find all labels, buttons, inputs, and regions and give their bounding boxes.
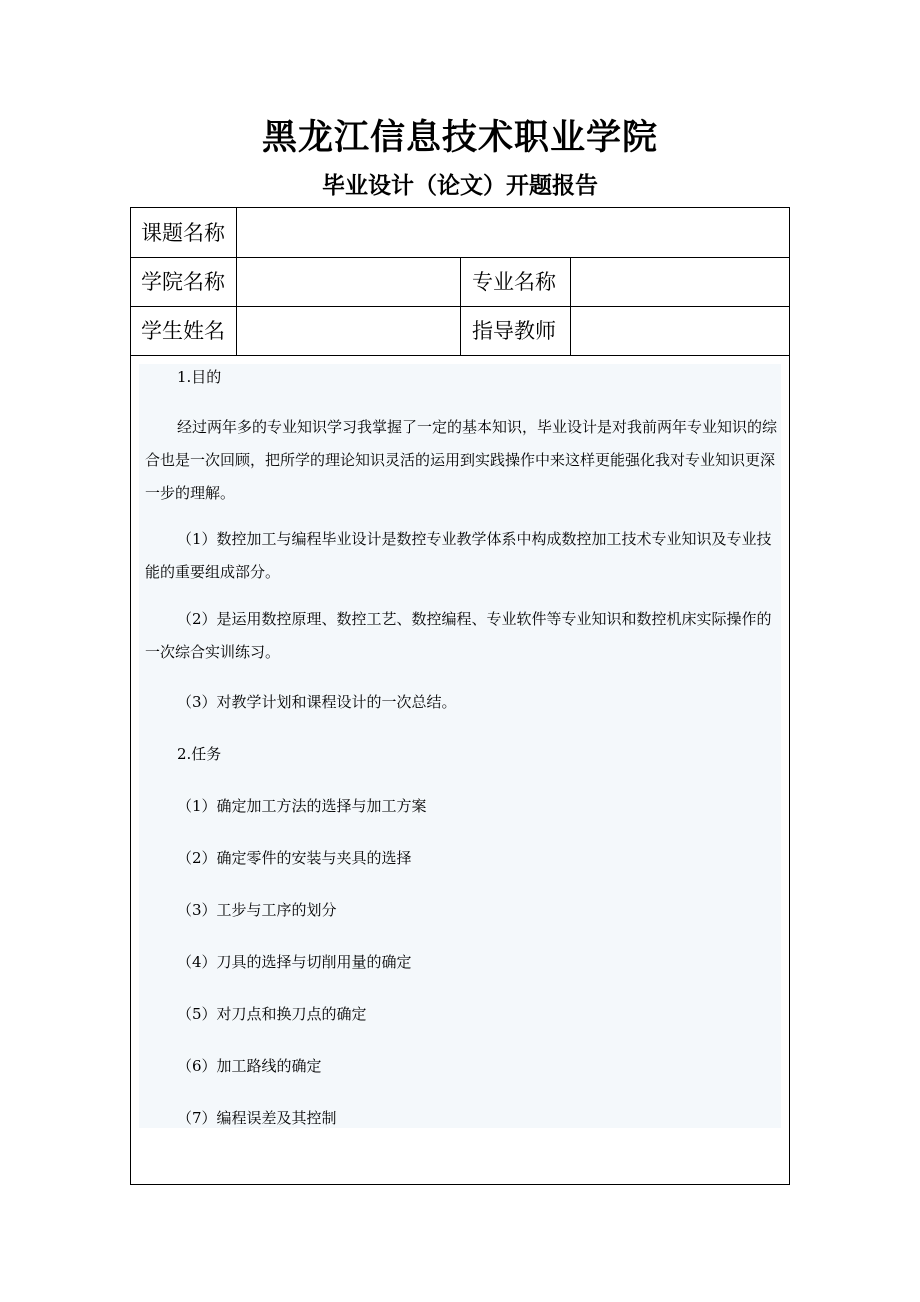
college-field[interactable] (247, 258, 452, 306)
row-divider (131, 355, 789, 356)
list-item: （7）编程误差及其控制 (177, 1109, 337, 1127)
list-item: （6）加工路线的确定 (177, 1057, 322, 1075)
list-item: （2）确定零件的安装与夹具的选择 (177, 849, 412, 867)
list-item: （5）对刀点和换刀点的确定 (177, 1005, 367, 1023)
paragraph: （3）对教学计划和课程设计的一次总结。 (177, 693, 457, 711)
major-label: 专业名称 (472, 270, 556, 294)
institution-title: 黑龙江信息技术职业学院 (261, 117, 658, 158)
section-heading: 1.目的 (177, 368, 222, 386)
topic-field[interactable] (247, 209, 777, 257)
advisor-field[interactable] (581, 307, 781, 355)
topic-label: 课题名称 (141, 221, 225, 245)
column-divider (236, 208, 237, 355)
proposal-form (130, 207, 790, 1185)
student-field[interactable] (247, 307, 452, 355)
student-label: 学生姓名 (141, 319, 225, 343)
major-field[interactable] (581, 258, 781, 306)
advisor-label: 指导教师 (472, 319, 556, 343)
paragraph: （2）是运用数控原理、数控工艺、数控编程、专业软件等专业知识和数控机床实际操作的一次综合实训练习。 (145, 610, 772, 661)
paragraph: （1）数控加工与编程毕业设计是数控专业教学体系中构成数控加工技术专业知识及专业技能的重要组成部分。 (145, 530, 772, 581)
column-divider (460, 257, 461, 355)
section-heading: 2.任务 (177, 745, 222, 763)
report-title: 毕业设计（论文）开题报告 (322, 173, 598, 199)
list-item: （3）工步与工序的划分 (177, 901, 337, 919)
list-item: （4）刀具的选择与切削用量的确定 (177, 953, 412, 971)
college-label: 学院名称 (141, 270, 225, 294)
column-divider (570, 257, 571, 355)
list-item: （1）确定加工方法的选择与加工方案 (177, 797, 427, 815)
paragraph: 经过两年多的专业知识学习我掌握了一定的基本知识，毕业设计是对我前两年专业知识的综合也是一次回顾，把所学的理论知识灵活的运用到实践操作中来这样更能强化我对专业知识更深一步的理解。 (145, 418, 778, 502)
